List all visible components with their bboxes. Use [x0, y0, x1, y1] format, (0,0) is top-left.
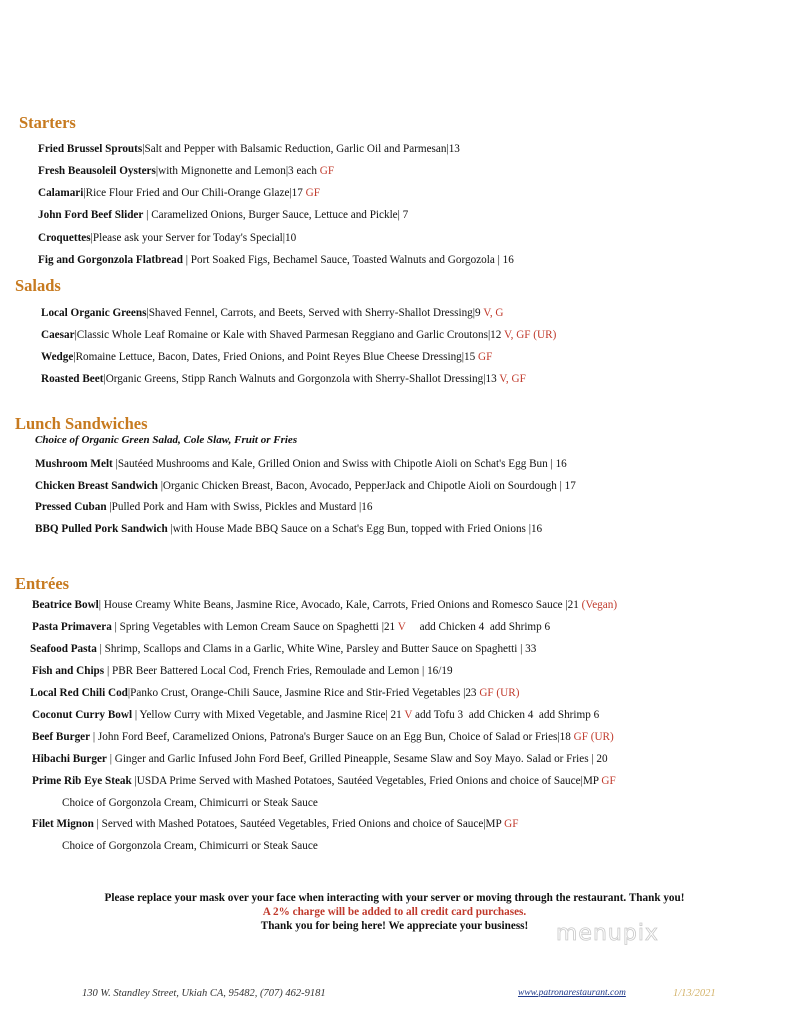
diet-tag: GF	[504, 818, 519, 830]
item-name: Local Organic Greens	[41, 307, 147, 319]
diet-tag: V, GF	[499, 373, 526, 385]
item-desc: |Romaine Lettuce, Bacon, Dates, Fried Onions, and Point Reyes Blue Cheese Dressing|15	[73, 351, 478, 363]
diet-tag: GF	[478, 351, 493, 363]
diet-tag: GF (UR)	[479, 687, 520, 699]
item-name: Pasta Primavera	[32, 621, 112, 633]
mask-notice: Please replace your mask over your face when interacting with your server or moving through the restaurant. Thank you!	[104, 892, 685, 904]
item-desc: |USDA Prime Served with Mashed Potatoes, Sautéed Vegetables, Fried Onions and choice of Sauce|MP	[131, 775, 602, 787]
item-name: Fresh Beausoleil Oysters	[38, 165, 156, 177]
diet-tag: V, GF (UR)	[503, 329, 557, 341]
menupix-watermark: menupix	[556, 921, 659, 946]
thanks-notice: Thank you for being here! We appreciate your business!	[260, 920, 529, 932]
menu-item	[38, 208, 408, 222]
section-title-starters: Starters	[19, 113, 76, 132]
diet-tag: (Vegan)	[581, 599, 618, 611]
item-desc: | Served with Mashed Potatoes, Sautéed Vegetables, Fried Onions and choice of Sauce|MP	[93, 818, 505, 830]
menu-item	[32, 620, 550, 634]
menu-item	[32, 817, 518, 831]
item-desc: Choice of Gorgonzola Cream, Chimicurri or Steak Sauce	[62, 797, 318, 809]
item-name: Prime Rib Eye Steak	[32, 775, 132, 787]
menu-item	[41, 372, 526, 386]
menu-item	[30, 642, 536, 656]
item-desc: |with House Made BBQ Sauce on a Schat's Egg Bun, topped with Fried Onions |16	[167, 523, 543, 535]
menu-item	[32, 752, 608, 766]
item-desc: | Shrimp, Scallops and Clams in a Garlic, White Wine, Parsley and Butter Sauce on Spaghetti | 33	[96, 643, 537, 655]
item-name: Chicken Breast Sandwich	[35, 480, 158, 492]
item-desc: |Shaved Fennel, Carrots, and Beets, Served with Sherry-Shallot Dressing|9	[146, 307, 484, 319]
item-name: Roasted Beet	[41, 373, 104, 385]
menu-item	[41, 306, 504, 320]
diet-tag: V	[397, 621, 406, 633]
menu-item	[38, 231, 296, 245]
item-name: Beatrice Bowl	[32, 599, 99, 611]
menu-item	[35, 457, 567, 471]
item-addons: add Chicken 4 add Shrimp 6	[405, 621, 551, 633]
menu-item	[38, 186, 320, 200]
item-name: Pressed Cuban	[35, 501, 107, 513]
diet-tag: GF	[601, 775, 616, 787]
item-desc: | PBR Beer Battered Local Cod, French Fries, Remoulade and Lemon | 16/19	[104, 665, 453, 677]
credit-card-notice: A 2% charge will be added to all credit card purchases.	[262, 906, 527, 918]
item-desc: | Ginger and Garlic Infused John Ford Beef, Grilled Pineapple, Sesame Slaw and Soy Mayo. Salad or Fries | 20	[106, 753, 608, 765]
item-desc: |Classic Whole Leaf Romaine or Kale with Shaved Parmesan Reggiano and Garlic Croutons|12	[74, 329, 504, 341]
menu-item-note	[62, 839, 318, 853]
section-title-sandwiches: Lunch Sandwiches	[15, 414, 148, 433]
diet-tag: V, G	[483, 307, 504, 319]
item-name: Fish and Chips	[32, 665, 105, 677]
menu-item	[32, 730, 614, 744]
menu-item	[35, 522, 542, 536]
item-desc: | Yellow Curry with Mixed Vegetable, and Jasmine Rice| 21	[132, 709, 405, 721]
item-desc: | Spring Vegetables with Lemon Cream Sauce on Spaghetti |21	[111, 621, 398, 633]
item-name: Coconut Curry Bowl	[32, 709, 133, 721]
item-desc: | Caramelized Onions, Burger Sauce, Lettuce and Pickle| 7	[143, 209, 409, 221]
item-name: Beef Burger	[32, 731, 91, 743]
menu-item	[38, 164, 334, 178]
menu-item	[32, 598, 617, 612]
item-desc: |Sautéed Mushrooms and Kale, Grilled Onion and Swiss with Chipotle Aioli on Schat's Egg Bun | 16	[112, 458, 567, 470]
menu-item-note	[62, 796, 318, 810]
menu-item	[32, 664, 453, 678]
diet-tag: V	[404, 709, 413, 721]
item-desc: |Please ask your Server for Today's Special|10	[90, 232, 297, 244]
item-desc: |Panko Crust, Orange-Chili Sauce, Jasmine Rice and Stir-Fried Vegetables |23	[127, 687, 480, 699]
footer-date: 1/13/2021	[673, 988, 716, 999]
diet-tag: GF	[305, 187, 320, 199]
item-desc: |Rice Flour Fried and Our Chili-Orange Glaze|17	[83, 187, 306, 199]
footer-website-link[interactable]: www.patronarestaurant.com	[518, 988, 626, 998]
sandwich-sides-note: Choice of Organic Green Salad, Cole Slaw, Fruit or Fries	[35, 434, 298, 446]
footer-address: 130 W. Standley Street, Ukiah CA, 95482, (707) 462-9181	[82, 988, 326, 999]
item-name: Fig and Gorgonzola Flatbread	[38, 254, 183, 266]
item-desc: |Pulled Pork and Ham with Swiss, Pickles and Mustard |16	[106, 501, 373, 513]
item-name: Hibachi Burger	[32, 753, 107, 765]
item-name: BBQ Pulled Pork Sandwich	[35, 523, 168, 535]
item-name: John Ford Beef Slider	[38, 209, 144, 221]
item-desc: | Port Soaked Figs, Bechamel Sauce, Toasted Walnuts and Gorgozola | 16	[182, 254, 514, 266]
item-desc: |Salt and Pepper with Balsamic Reduction, Garlic Oil and Parmesan|13	[142, 143, 460, 155]
menu-item	[30, 686, 519, 700]
menu-item	[38, 253, 514, 267]
menu-item	[41, 350, 492, 364]
menu-item	[35, 479, 576, 493]
item-desc: |Organic Greens, Stipp Ranch Walnuts and Gorgonzola with Sherry-Shallot Dressing|13	[103, 373, 500, 385]
menu-item	[32, 774, 616, 788]
item-name: Croquettes	[38, 232, 91, 244]
item-name: Fried Brussel Sprouts	[38, 143, 143, 155]
section-title-entrees: Entrées	[15, 574, 70, 593]
item-name: Local Red Chili Cod	[30, 687, 128, 699]
item-desc: | John Ford Beef, Caramelized Onions, Patrona's Burger Sauce on an Egg Bun, Choice of Salad or Fries|18	[90, 731, 574, 743]
item-name: Calamari	[38, 187, 84, 199]
menu-item	[32, 708, 599, 722]
item-addons: add Tofu 3 add Chicken 4 add Shrimp 6	[412, 709, 600, 721]
diet-tag: GF	[319, 165, 335, 177]
diet-tag: GF (UR)	[573, 731, 614, 743]
section-title-salads: Salads	[15, 276, 61, 295]
item-desc: | House Creamy White Beans, Jasmine Rice, Avocado, Kale, Carrots, Fried Onions and Romesco Sauce |21	[98, 599, 582, 611]
item-name: Mushroom Melt	[35, 458, 113, 470]
item-desc: |with Mignonette and Lemon|3 each	[155, 165, 320, 177]
menu-item	[41, 328, 556, 342]
item-name: Seafood Pasta	[30, 643, 97, 655]
item-name: Caesar	[41, 329, 75, 341]
item-name: Wedge	[41, 351, 74, 363]
menu-item	[35, 500, 372, 514]
item-desc: Choice of Gorgonzola Cream, Chimicurri or Steak Sauce	[62, 840, 318, 852]
item-desc: |Organic Chicken Breast, Bacon, Avocado, PepperJack and Chipotle Aioli on Sourdough | 17	[157, 480, 576, 492]
item-name: Filet Mignon	[32, 818, 94, 830]
menu-item	[38, 142, 460, 156]
